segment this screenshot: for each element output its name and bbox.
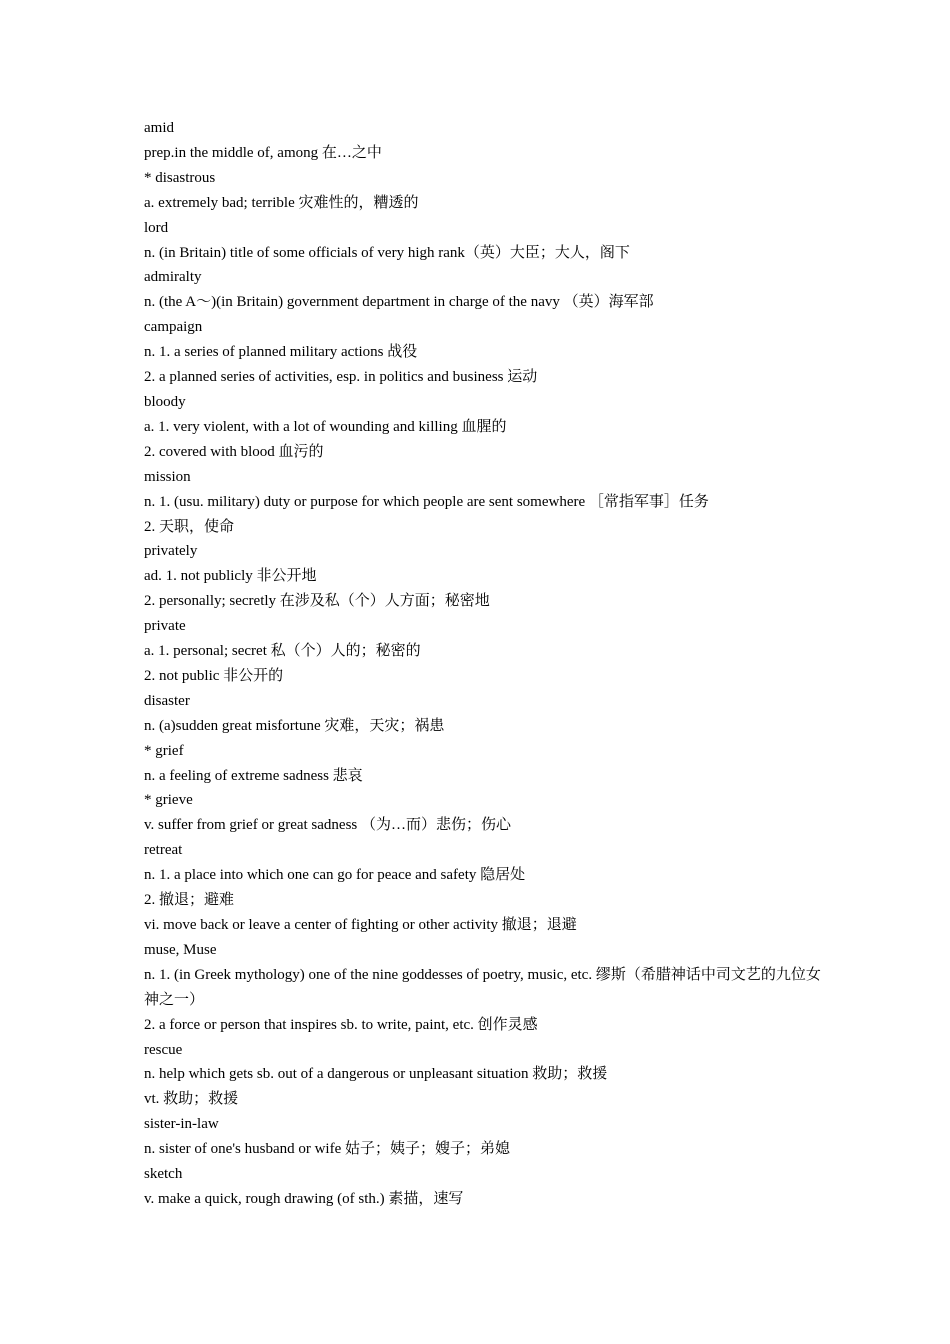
definition-sister-in-law: n. sister of one's husband or wife 姑子；姨子；嫂子；弟媳 <box>144 1141 510 1158</box>
headword-rescue: rescue <box>144 1041 183 1058</box>
headword-retreat: retreat <box>144 842 183 859</box>
headword-disaster: disaster <box>144 692 190 709</box>
definition-rescue-n: n. help which gets sb. out of a dangerous or unpleasant situation 救助；救援 <box>144 1066 608 1083</box>
definition-mission-2: 2. 天职，使命 <box>144 518 235 535</box>
definition-muse-1: n. 1. (in Greek mythology) one of the nine goddesses of poetry, music, etc. 缪斯（希腊神话中司文艺的九位女神之一） <box>144 966 821 1008</box>
definition-disastrous: a. extremely bad; terrible 灾难性的，糟透的 <box>144 194 419 211</box>
headword-grieve: * grieve <box>144 792 193 809</box>
definition-admiralty: n. (the A～)(in Britain) government department in charge of the navy （英）海军部 <box>144 294 654 311</box>
definition-retreat-vi: vi. move back or leave a center of fighting or other activity 撤退；退避 <box>144 917 577 933</box>
definition-bloody-1: a. 1. very violent, with a lot of wounding and killing 血腥的 <box>144 418 507 435</box>
definition-grief: n. a feeling of extreme sadness 悲哀 <box>144 767 363 784</box>
definition-campaign-2: 2. a planned series of activities, esp. in politics and business 运动 <box>144 369 538 386</box>
definition-bloody-2: 2. covered with blood 血污的 <box>144 443 324 460</box>
headword-mission: mission <box>144 468 191 485</box>
definition-disaster: n. (a)sudden great misfortune 灾难，天灾；祸患 <box>144 717 445 734</box>
headword-sister-in-law: sister-in-law <box>144 1116 219 1133</box>
headword-muse: muse, Muse <box>144 941 217 958</box>
definition-lord: n. (in Britain) title of some officials of very high rank（英）大臣；大人，阁下 <box>144 244 630 261</box>
definition-muse-2: 2. a force or person that inspires sb. to write, paint, etc. 创作灵感 <box>144 1016 538 1033</box>
headword-campaign: campaign <box>144 319 203 336</box>
definition-grieve: v. suffer from grief or great sadness （为…而）悲伤；伤心 <box>144 817 512 834</box>
definition-amid: prep.in the middle of, among 在…之中 <box>144 144 382 161</box>
document-body <box>144 116 834 1212</box>
definition-mission-1: n. 1. (usu. military) duty or purpose for which people are sent somewhere ［常指军事］任务 <box>144 493 709 510</box>
headword-amid: amid <box>144 120 174 136</box>
definition-privately-1: ad. 1. not publicly 非公开地 <box>144 568 317 585</box>
headword-lord: lord <box>144 219 169 236</box>
definition-privately-2: 2. personally; secretly 在涉及私（个）人方面；秘密地 <box>144 593 490 610</box>
headword-bloody: bloody <box>144 393 186 410</box>
headword-admiralty: admiralty <box>144 269 202 286</box>
definition-private-2: 2. not public 非公开的 <box>144 667 284 684</box>
definition-retreat-1: n. 1. a place into which one can go for peace and safety 隐居处 <box>144 867 526 884</box>
definition-sketch: v. make a quick, rough drawing (of sth.) 素描，速写 <box>144 1190 464 1207</box>
definition-rescue-vt: vt. 救助；救援 <box>144 1091 239 1108</box>
headword-privately: privately <box>144 543 198 560</box>
headword-private: private <box>144 618 186 635</box>
headword-grief: * grief <box>144 742 184 759</box>
headword-disastrous: * disastrous <box>144 169 216 186</box>
definition-retreat-2: 2. 撤退；避难 <box>144 892 235 909</box>
definition-campaign-1: n. 1. a series of planned military actions 战役 <box>144 344 418 361</box>
definition-private-1: a. 1. personal; secret 私（个）人的；秘密的 <box>144 643 421 660</box>
headword-sketch: sketch <box>144 1166 183 1183</box>
